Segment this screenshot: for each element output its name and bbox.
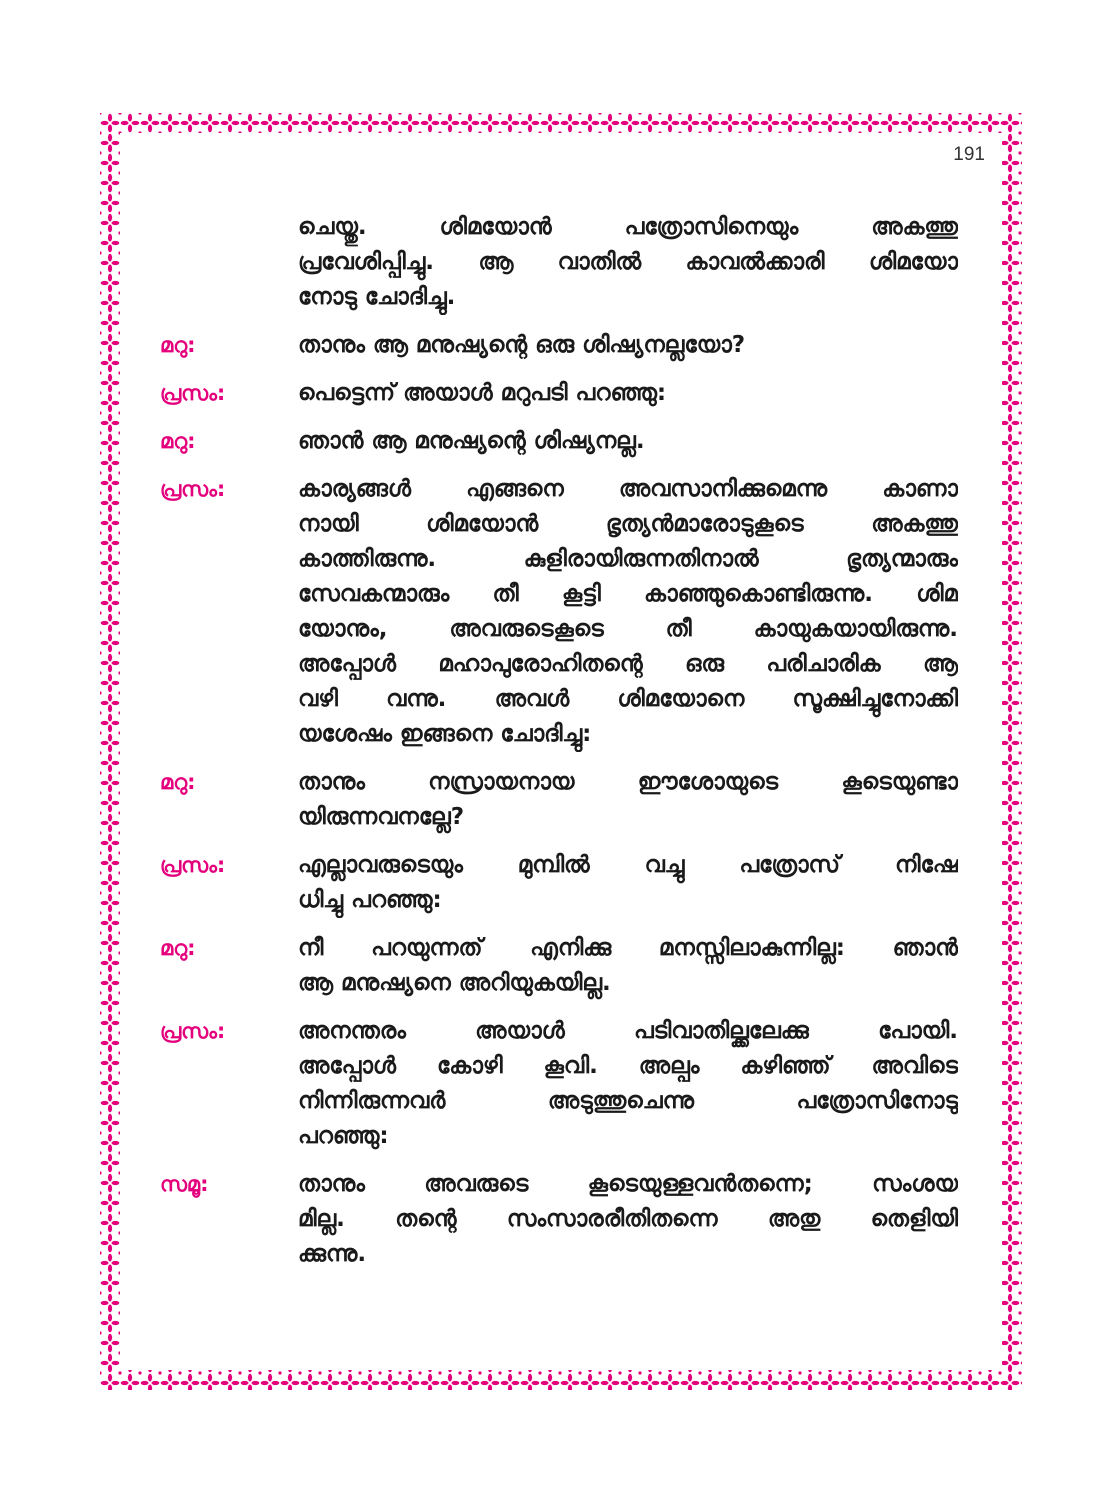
- dialogue-entry: [160, 328, 960, 363]
- dialogue-entry: [160, 848, 960, 918]
- text-line: നോടു ചോദിച്ചു.: [298, 284, 456, 310]
- text-line: യശേഷം ഇങ്ങനെ ചോദിച്ചു:: [298, 721, 592, 747]
- text-line: നായി ശിമയോൻ ഭൃത്യൻമാരോടുകൂടെ അകത്തു: [298, 511, 958, 537]
- speaker-label: മറു:: [160, 770, 196, 794]
- border-bottom: [100, 1370, 1022, 1390]
- border-right: [1002, 113, 1022, 1390]
- speaker-label-empty: [160, 210, 298, 315]
- text-line: അനന്തരം അയാൾ പടിവാതില്ക്കലേക്കു പോയി.: [298, 1018, 958, 1044]
- text-line: അപ്പോൾ കോഴി കൂവി. അല്പം കഴിഞ്ഞ് അവിടെ: [298, 1053, 958, 1079]
- text-line: നിന്നിരുന്നവർ അടുത്തുചെന്നു പത്രോസിനോടു: [298, 1088, 958, 1114]
- paragraph-text: [298, 210, 958, 315]
- text-line: എല്ലാവരുടെയും മുമ്പിൽ വച്ചു പത്രോസ് നിഷേ: [298, 852, 958, 878]
- text-line: ചെയ്തു. ശിമയോൻ പത്രോസിനെയും അകത്തു: [298, 214, 958, 240]
- text-line: കാര്യങ്ങൾ എങ്ങനെ അവസാനിക്കുമെന്നു കാണാ: [298, 476, 958, 502]
- paragraph-text: [298, 931, 958, 1001]
- dialogue-entry: [160, 424, 960, 459]
- text-line: സേവകന്മാരും തീ കൂട്ടി കാഞ്ഞുകൊണ്ടിരുന്നു. ശിമ: [298, 581, 958, 607]
- text-line: അപ്പോൾ മഹാപുരോഹിതന്റെ ഒരു പരിചാരിക ആ: [298, 651, 958, 677]
- speaker-label: മറു:: [160, 429, 196, 453]
- paragraph-text: [298, 1014, 958, 1154]
- dialogue-entry: [160, 1014, 960, 1154]
- text-line: യിരുന്നവനല്ലേ?: [298, 804, 465, 830]
- text-line: നീ പറയുന്നത് എനിക്കു മനസ്സിലാകുന്നില്ല: ഞാൻ: [298, 935, 958, 961]
- speaker-label: മറു:: [160, 333, 196, 357]
- border-left: [100, 113, 120, 1390]
- text-line: പറഞ്ഞു:: [298, 1123, 389, 1149]
- text-line: താനും ആ മനുഷ്യന്റെ ഒരു ശിഷ്യനല്ലയോ?: [298, 332, 746, 358]
- speaker-label: പ്രസം:: [160, 381, 226, 405]
- speaker-label: സമൂ:: [160, 1172, 209, 1196]
- dialogue-entry: [160, 472, 960, 752]
- dialogue-entry: [160, 1167, 960, 1272]
- text-line: പ്രവേശിപ്പിച്ചു. ആ വാതിൽ കാവൽക്കാരി ശിമയോ: [298, 249, 958, 275]
- dialogue-body: [160, 210, 960, 1272]
- paragraph-text: [298, 765, 958, 835]
- text-line: ധിച്ചു പറഞ്ഞു:: [298, 887, 442, 913]
- dialogue-entry: [160, 765, 960, 835]
- text-line: താനും നസ്രായനായ ഈശോയുടെ കൂടെയുണ്ടാ: [298, 769, 958, 795]
- text-line: ആ മനുഷ്യനെ അറിയുകയില്ല.: [298, 970, 611, 996]
- text-line: വഴി വന്നു. അവൾ ശിമയോനെ സൂക്ഷിച്ചുനോക്കി: [298, 686, 958, 712]
- paragraph-text: [298, 1167, 958, 1272]
- border-top: [100, 113, 1022, 133]
- paragraph-text: [298, 424, 958, 459]
- text-line: ഞാൻ ആ മനുഷ്യന്റെ ശിഷ്യനല്ല.: [298, 428, 645, 454]
- dialogue-entry: [160, 376, 960, 411]
- intro-paragraph: [160, 210, 960, 315]
- text-line: താനും അവരുടെ കൂടെയുള്ളവൻതന്നെ; സംശയ: [298, 1171, 958, 1197]
- speaker-label: പ്രസം:: [160, 477, 226, 501]
- speaker-label: പ്രസം:: [160, 1019, 226, 1043]
- paragraph-text: [298, 376, 958, 411]
- paragraph-text: [298, 848, 958, 918]
- text-line: യോനും, അവരുടെകൂടെ തീ കായുകയായിരുന്നു.: [298, 616, 958, 642]
- text-line: മില്ല. തന്റെ സംസാരരീതിതന്നെ അതു തെളിയി: [298, 1206, 958, 1232]
- dialogue-entry: [160, 931, 960, 1001]
- paragraph-text: [298, 328, 958, 363]
- speaker-label: പ്രസം:: [160, 853, 226, 877]
- text-line: കാത്തിരുന്നു. കുളിരായിരുന്നതിനാൽ ഭൃത്യന്മാരും: [298, 546, 958, 572]
- text-line: പെട്ടെന്ന് അയാൾ മറുപടി പറഞ്ഞു:: [298, 380, 667, 406]
- paragraph-text: [298, 472, 958, 752]
- page-number: 191: [953, 144, 985, 165]
- speaker-label: മറു:: [160, 936, 196, 960]
- text-line: ക്കുന്നു.: [298, 1241, 367, 1267]
